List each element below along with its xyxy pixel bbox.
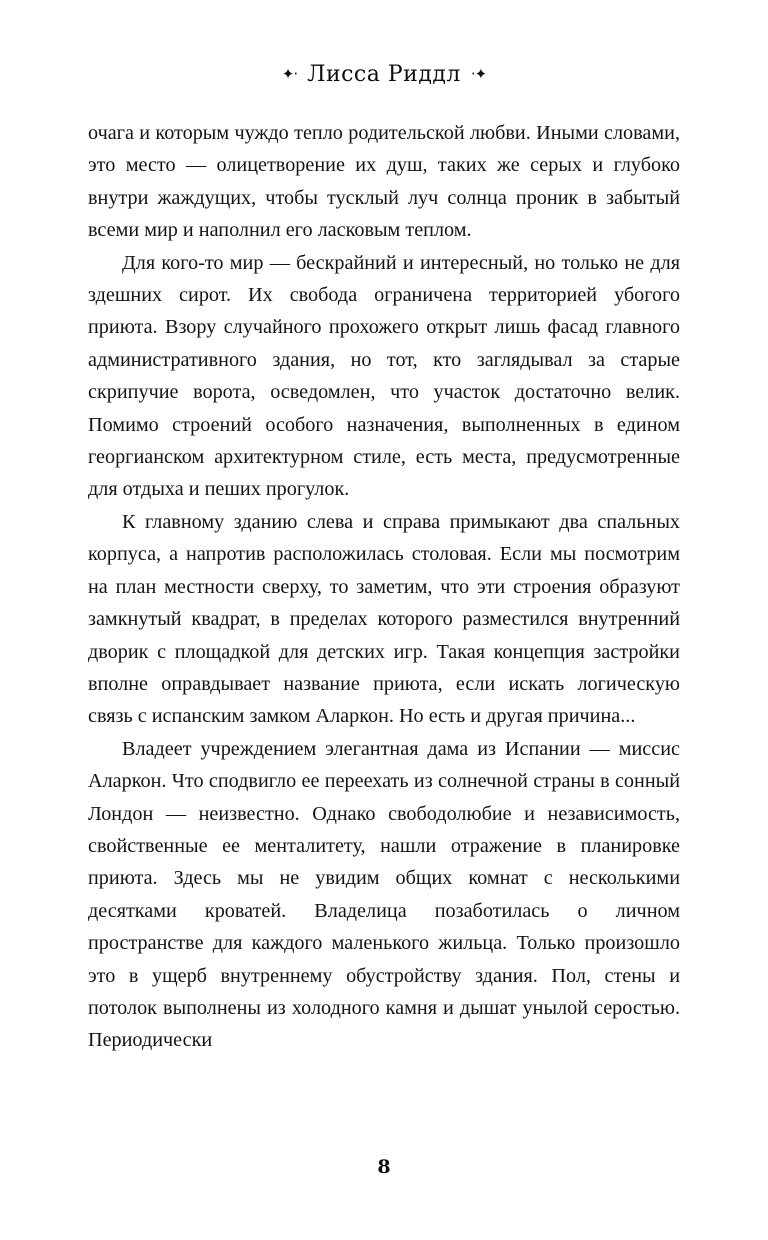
author-name: Лисса Риддл bbox=[307, 62, 461, 87]
paragraph: очага и которым чуждо тепло родительской любви. Иными словами, это место — олицетворение их душ, таких же серых и глубоко внутри жаждущих, чтобы тусклый луч солнца проник в забытый всеми мир и наполнил его ласковым теплом. bbox=[88, 122, 680, 242]
page-number: 8 bbox=[377, 1156, 391, 1178]
running-head bbox=[0, 62, 768, 87]
ornament-right-icon: ‧✦ bbox=[470, 65, 487, 83]
page-body bbox=[88, 117, 680, 1057]
paragraph: Владеет учреждением элегантная дама из Испании — миссис Аларкон. Что сподвигло ее переехать из солнечной страны в сонный Лондон — неизвестно. Однако свободолюбие и независимость, свойственные ее менталитету, нашли отражение в планировке приюта. Здесь мы не увидим общих комнат с несколькими десятками кроватей. Владелица позаботилась о личном пространстве для каждого маленького жильца. Только произошло это в ущерб внутреннему обустройству здания. Пол, стены и потолок выполнены из холодного камня и дышат унылой серостью. Периодически bbox=[88, 737, 680, 1052]
ornament-left-icon: ✦‧ bbox=[281, 65, 298, 83]
paragraph: К главному зданию слева и справа примыкают два спальных корпуса, а напротив расположилась столовая. Если мы посмотрим на план местности сверху, то заметим, что эти строения образуют замкнутый квадрат, в пределах которого разместился внутренний дворик с площадкой для детских игр. Такая концепция застройки вполне оправдывает название приюта, если искать логическую связь с испанским замком Аларкон. Но есть и другая причина... bbox=[88, 510, 680, 728]
paragraph: Для кого-то мир — бескрайний и интересный, но только не для здешних сирот. Их свобода ограничена территорией убогого приюта. Взору случайного прохожего открыт лишь фасад главного административного здания, но тот, кто заглядывал за старые скрипучие ворота, осведомлен, что участок достаточно велик. Помимо строений особого назначения, выполненных в едином георгианском архитектурном стиле, есть места, предусмотренные для отдыха и пеших прогулок. bbox=[88, 251, 680, 501]
